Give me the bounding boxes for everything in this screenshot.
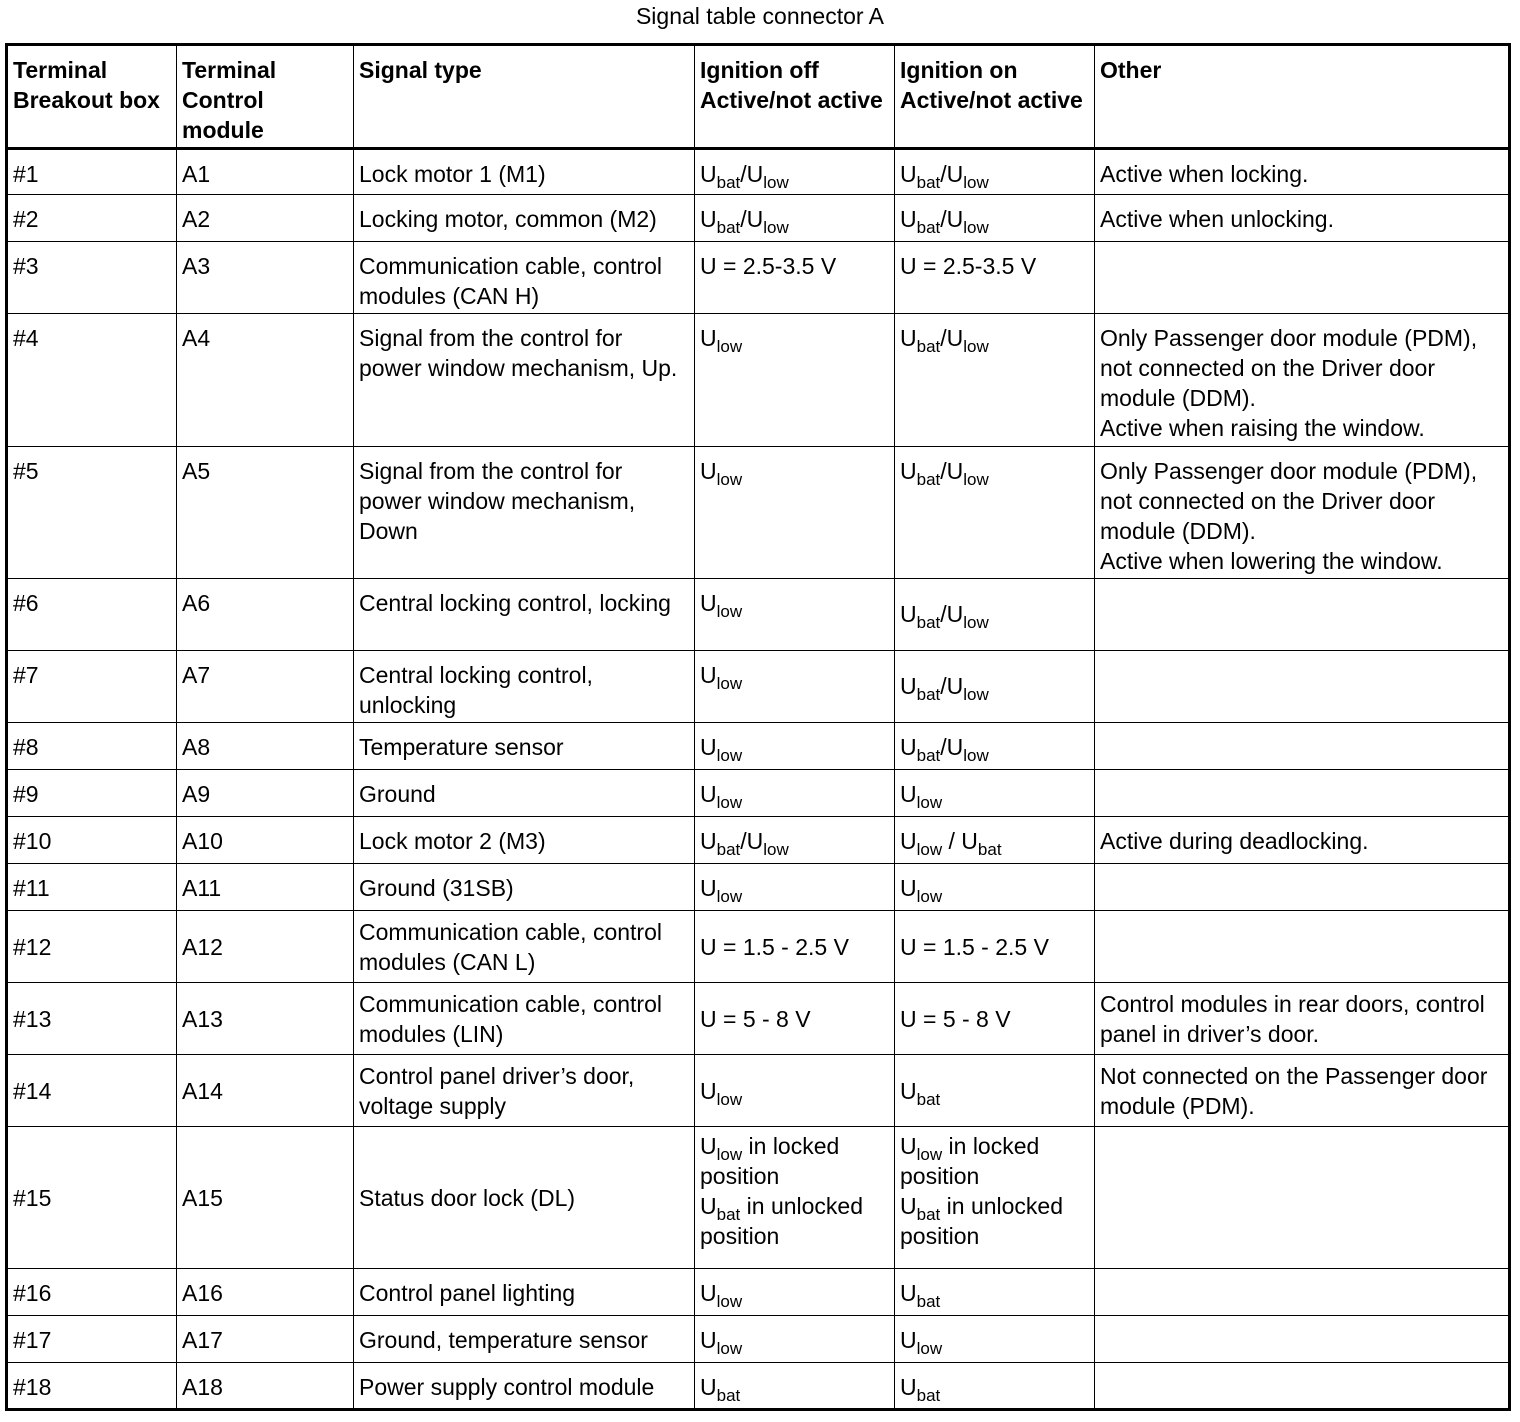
signal-type-cell: Central locking control, locking [354,579,695,651]
terminal-cell: #14 [7,1055,177,1127]
header-terminal-breakout-box: Terminal Breakout box [7,45,177,149]
other-cell [1095,1316,1510,1363]
other-cell: Active when locking. [1095,149,1510,195]
other-cell [1095,651,1510,723]
terminal-cell: #8 [7,723,177,770]
other-cell [1095,723,1510,770]
signal-table [5,43,1511,1411]
ignition-on-cell: $U_{bat}$ [895,1269,1095,1316]
table-row [7,149,1510,195]
ignition-on-cell: $U_{low}$ [895,770,1095,817]
header-ignition-off: Ignition off Active/not active [695,45,895,149]
module-cell: A15 [177,1127,354,1269]
module-cell: A12 [177,911,354,983]
ignition-off-cell: $U_{low}$ [695,1269,895,1316]
signal-type-cell: Communication cable, control modules (CAN L) [354,911,695,983]
other-cell [1095,1363,1510,1410]
ignition-off-cell: $U_{low}$ [695,1316,895,1363]
table-row [7,1363,1510,1410]
terminal-cell: #1 [7,149,177,195]
signal-type-cell: Signal from the control for power window mechanism, Down [354,447,695,579]
header-signal-type: Signal type [354,45,695,149]
module-cell: A13 [177,983,354,1055]
other-cell: Active during deadlocking. [1095,817,1510,864]
ignition-off-cell: $U_{low}$ [695,579,895,651]
other-cell [1095,579,1510,651]
ignition-off-cell: U = 1.5 - 2.5 V [695,911,895,983]
terminal-cell: #15 [7,1127,177,1269]
other-cell: Control modules in rear doors, control panel in driver’s door. [1095,983,1510,1055]
terminal-cell: #6 [7,579,177,651]
other-cell [1095,1127,1510,1269]
module-cell: A4 [177,314,354,447]
other-cell: Not connected on the Passenger door module (PDM). [1095,1055,1510,1127]
ignition-on-cell: $U_{bat}/U_{low}$ [895,723,1095,770]
table-row [7,1127,1510,1269]
table-row [7,864,1510,911]
signal-type-cell: Ground, temperature sensor [354,1316,695,1363]
module-cell: A1 [177,149,354,195]
page-title: Signal table connector A [635,3,885,29]
table-row [7,195,1510,242]
ignition-on-cell: $U_{low}$ [895,864,1095,911]
module-cell: A10 [177,817,354,864]
signal-type-cell: Status door lock (DL) [354,1127,695,1269]
ignition-off-cell: $U_{low}$ [695,770,895,817]
ignition-on-cell: $U_{bat}/U_{low}$ [895,314,1095,447]
module-cell: A8 [177,723,354,770]
signal-type-cell: Control panel lighting [354,1269,695,1316]
other-cell: Only Passenger door module (PDM), not connected on the Driver door module (DDM). Active when raising the window. [1095,314,1510,447]
table-row [7,1316,1510,1363]
terminal-cell: #3 [7,242,177,314]
other-cell [1095,770,1510,817]
other-cell [1095,911,1510,983]
ignition-off-cell: $U_{low}$ in locked position $U_{bat}$ in unlocked position [695,1127,895,1269]
module-cell: A9 [177,770,354,817]
header-terminal-control-module: Terminal Control module [177,45,354,149]
ignition-on-cell: $U_{bat}/U_{low}$ [895,447,1095,579]
ignition-on-cell: $U_{bat}/U_{low}$ [895,149,1095,195]
table-row [7,983,1510,1055]
other-cell: Active when unlocking. [1095,195,1510,242]
module-cell: A16 [177,1269,354,1316]
ignition-off-cell: $U_{low}$ [695,864,895,911]
ignition-on-cell: U = 5 - 8 V [895,983,1095,1055]
signal-type-cell: Ground [354,770,695,817]
table-row [7,911,1510,983]
signal-type-cell: Central locking control, unlocking [354,651,695,723]
terminal-cell: #12 [7,911,177,983]
table-header-row [7,45,1510,149]
ignition-off-cell: $U_{bat}$ [695,1363,895,1410]
ignition-off-cell: U = 2.5-3.5 V [695,242,895,314]
ignition-off-cell: $U_{bat}/U_{low}$ [695,149,895,195]
ignition-on-cell: $U_{bat}$ [895,1055,1095,1127]
signal-type-cell: Ground (31SB) [354,864,695,911]
ignition-on-cell: U = 1.5 - 2.5 V [895,911,1095,983]
table-row [7,817,1510,864]
ignition-off-cell: $U_{low}$ [695,723,895,770]
signal-type-cell: Signal from the control for power window mechanism, Up. [354,314,695,447]
terminal-cell: #18 [7,1363,177,1410]
table-row [7,723,1510,770]
terminal-cell: #16 [7,1269,177,1316]
terminal-cell: #13 [7,983,177,1055]
other-cell [1095,242,1510,314]
module-cell: A17 [177,1316,354,1363]
header-other: Other [1095,45,1510,149]
terminal-cell: #11 [7,864,177,911]
module-cell: A6 [177,579,354,651]
table-row [7,579,1510,651]
module-cell: A11 [177,864,354,911]
ignition-off-cell: $U_{low}$ [695,651,895,723]
ignition-on-cell: $U_{bat}/U_{low}$ [895,651,1095,723]
other-cell: Only Passenger door module (PDM), not connected on the Driver door module (DDM). Active when lowering the window. [1095,447,1510,579]
signal-type-cell: Power supply control module [354,1363,695,1410]
ignition-on-cell: $U_{bat}/U_{low}$ [895,195,1095,242]
module-cell: A7 [177,651,354,723]
terminal-cell: #5 [7,447,177,579]
ignition-off-cell: $U_{low}$ [695,314,895,447]
module-cell: A14 [177,1055,354,1127]
other-cell [1095,864,1510,911]
module-cell: A18 [177,1363,354,1410]
terminal-cell: #4 [7,314,177,447]
ignition-on-cell: $U_{low}$ [895,1316,1095,1363]
ignition-off-cell: $U_{bat}/U_{low}$ [695,817,895,864]
signal-type-cell: Locking motor, common (M2) [354,195,695,242]
signal-type-cell: Lock motor 1 (M1) [354,149,695,195]
table-row [7,770,1510,817]
table-row [7,1055,1510,1127]
module-cell: A2 [177,195,354,242]
table-row [7,447,1510,579]
terminal-cell: #7 [7,651,177,723]
terminal-cell: #17 [7,1316,177,1363]
signal-type-cell: Lock motor 2 (M3) [354,817,695,864]
ignition-off-cell: U = 5 - 8 V [695,983,895,1055]
ignition-on-cell: $U_{low} / U_{bat}$ [895,817,1095,864]
table-row [7,314,1510,447]
ignition-off-cell: $U_{low}$ [695,1055,895,1127]
header-ignition-on: Ignition on Active/not active [895,45,1095,149]
terminal-cell: #9 [7,770,177,817]
ignition-on-cell: $U_{bat}/U_{low}$ [895,579,1095,651]
signal-type-cell: Communication cable, control modules (CAN H) [354,242,695,314]
table-row [7,651,1510,723]
terminal-cell: #2 [7,195,177,242]
ignition-on-cell: U = 2.5-3.5 V [895,242,1095,314]
signal-type-cell: Control panel driver’s door, voltage supply [354,1055,695,1127]
other-cell [1095,1269,1510,1316]
ignition-on-cell: $U_{bat}$ [895,1363,1095,1410]
terminal-cell: #10 [7,817,177,864]
signal-type-cell: Communication cable, control modules (LIN) [354,983,695,1055]
module-cell: A5 [177,447,354,579]
module-cell: A3 [177,242,354,314]
table-row [7,242,1510,314]
ignition-off-cell: $U_{bat}/U_{low}$ [695,195,895,242]
ignition-off-cell: $U_{low}$ [695,447,895,579]
ignition-on-cell: $U_{low}$ in locked position $U_{bat}$ in unlocked position [895,1127,1095,1269]
signal-type-cell: Temperature sensor [354,723,695,770]
table-row [7,1269,1510,1316]
